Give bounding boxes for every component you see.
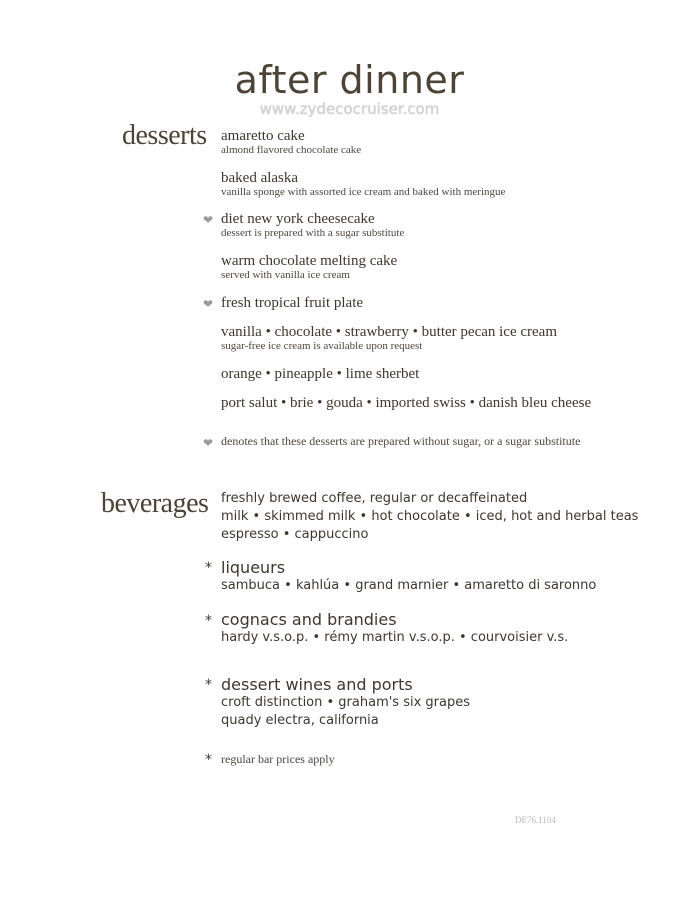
dessert-name: vanilla • chocolate • strawberry • butter pecan ice cream	[221, 324, 558, 340]
asterisk-icon: *	[205, 560, 212, 576]
beverage-line: sambuca • kahlúa • grand marnier • amaretto di saronno	[221, 578, 597, 593]
group-heading: dessert wines and ports	[221, 675, 413, 694]
asterisk-icon: *	[205, 613, 212, 629]
heart-icon: ❤	[203, 436, 214, 450]
dessert-item	[221, 170, 681, 198]
heart-icon: ❤	[203, 213, 214, 227]
dessert-item	[221, 366, 681, 382]
dessert-name: orange • pineapple • lime sherbet	[221, 366, 420, 382]
beverage-line: milk • skimmed milk • hot chocolate • iced, hot and herbal teas	[221, 509, 639, 524]
beverage-line: freshly brewed coffee, regular or decaffeinated	[221, 491, 528, 506]
beverage-list	[221, 490, 681, 544]
dessert-item	[221, 253, 681, 281]
dessert-item	[221, 295, 681, 311]
dessert-item	[221, 211, 681, 239]
dessert-name: amaretto cake	[221, 128, 305, 144]
dessert-desc: sugar-free ice cream is available upon request	[221, 340, 423, 352]
beverage-line: quady electra, california	[221, 713, 379, 728]
dessert-name: diet new york cheesecake	[221, 211, 375, 227]
beverage-group	[221, 675, 681, 730]
group-heading: cognacs and brandies	[221, 610, 397, 629]
beverage-group	[221, 558, 681, 595]
heart-icon: ❤	[203, 297, 214, 311]
dessert-name: warm chocolate melting cake	[221, 253, 398, 269]
menu-code: DE76.1104	[515, 815, 556, 825]
dessert-desc: almond flavored chocolate cake	[221, 144, 362, 156]
dessert-name: fresh tropical fruit plate	[221, 295, 364, 311]
dessert-note: denotes that these desserts are prepared without sugar, or a sugar substitute	[221, 434, 581, 448]
beverage-line: espresso • cappuccino	[221, 527, 369, 542]
dessert-item	[221, 395, 681, 411]
asterisk-icon: *	[205, 677, 212, 693]
dessert-desc: served with vanilla ice cream	[221, 269, 350, 281]
beverage-group	[221, 610, 681, 647]
desserts-heading: desserts	[122, 120, 207, 151]
dessert-name: port salut • brie • gouda • imported swiss • danish bleu cheese	[221, 395, 592, 411]
dessert-item	[221, 324, 681, 352]
dessert-name: baked alaska	[221, 170, 299, 186]
group-heading: liqueurs	[221, 558, 286, 577]
beverage-line: hardy v.s.o.p. • rémy martin v.s.o.p. • courvoisier v.s.	[221, 630, 569, 645]
beverages-heading: beverages	[101, 488, 209, 519]
asterisk-icon: *	[205, 752, 212, 768]
dessert-item	[221, 128, 681, 156]
dessert-desc: dessert is prepared with a sugar substitute	[221, 227, 405, 239]
watermark: www.zydecocruiser.com	[259, 100, 440, 118]
dessert-desc: vanilla sponge with assorted ice cream and baked with meringue	[221, 186, 506, 198]
beverage-line: croft distinction • graham's six grapes	[221, 695, 471, 710]
bar-price-note: regular bar prices apply	[221, 752, 335, 766]
page-title: after dinner	[234, 58, 465, 102]
